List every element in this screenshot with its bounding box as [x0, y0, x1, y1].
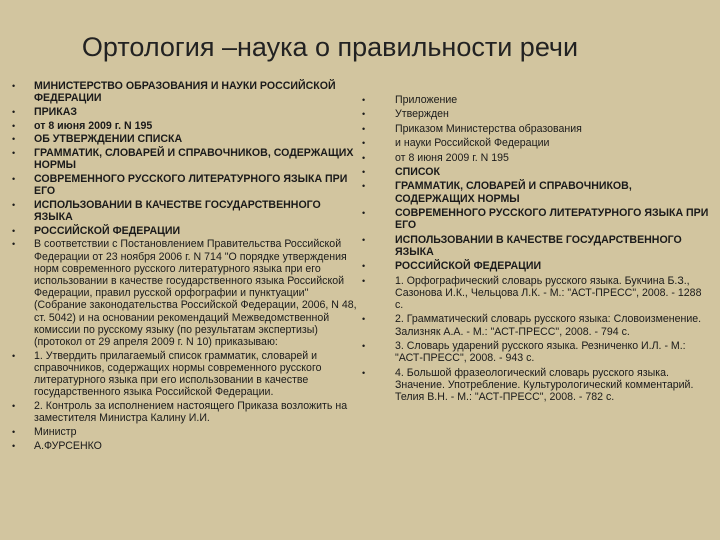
right-column-list [362, 94, 712, 405]
right-list-item-text: ИСПОЛЬЗОВАНИИ В КАЧЕСТВЕ ГОСУДАРСТВЕННОГО ЯЗЫКА [395, 233, 682, 258]
right-list-item-text: СПИСОК [395, 165, 440, 178]
right-list-item-text: от 8 июня 2009 г. N 195 [395, 151, 509, 164]
right-list-item-text: СОВРЕМЕННОГО РУССКОГО ЛИТЕРАТУРНОГО ЯЗЫКА ПРИ ЕГО [395, 206, 709, 232]
right-list-item [362, 180, 712, 204]
bullet-icon: • [362, 181, 366, 192]
left-column-list [12, 80, 362, 453]
right-list-item-text: РОССИЙСКОЙ ФЕДЕРАЦИИ [395, 260, 542, 273]
bullet-icon: • [362, 275, 366, 286]
left-list-item [12, 350, 362, 399]
bullet-icon: • [362, 123, 366, 134]
left-list-item-text: 1. Утвердить прилагаемый список грамматик, словарей и справочников, содержащих нормы современного русского литературного языка при его использовании в качестве государственного языка Российской Федерации. [34, 349, 322, 399]
bullet-icon: • [12, 426, 16, 437]
right-list-item [362, 275, 712, 312]
right-list-item [362, 123, 712, 135]
left-list-item [12, 199, 362, 223]
left-list-item [12, 147, 362, 171]
left-list-item-text: ОБ УТВЕРЖДЕНИИ СПИСКА [34, 133, 183, 146]
right-list-item-text: 2. Грамматический словарь русского языка: Словоизменение. Зализняк А.А. - М.: "АСТ-ПРЕСС", 2008. - 794 с. [395, 313, 702, 338]
left-list-item-text: В соответствии с Постановлением Правительства Российской Федерации от 23 ноября 2006 г. N 714 "О порядке утверждения норм современного русского литературного языка при его использовании в качестве государственного языка Российской Федерации, правил русской орфографии и пунктуации" (Собрание законодательства Российской Федерации, 2006, N 48, ст. 5042) и на основании рекомендаций Межведомственной комиссии по русскому языку (по результатам экспертизы) (протокол от 29 апреля 2009 г. N 10) приказываю: [34, 238, 357, 349]
right-list-item [362, 313, 712, 337]
left-list-item-text: от 8 июня 2009 г. N 195 [34, 119, 153, 132]
left-list-item-text: ГРАММАТИК, СЛОВАРЕЙ И СПРАВОЧНИКОВ, СОДЕРЖАЩИХ НОРМЫ [34, 147, 354, 172]
right-list-item [362, 207, 712, 231]
bullet-icon: • [12, 106, 16, 117]
right-list-item [362, 137, 712, 149]
right-list-item [362, 166, 712, 178]
right-list-item-text: Приложение [395, 94, 458, 106]
left-list-item [12, 238, 362, 348]
bullet-icon: • [362, 234, 366, 245]
bullet-icon: • [12, 350, 16, 361]
left-list-item-text: ПРИКАЗ [34, 105, 78, 118]
bullet-icon: • [362, 261, 366, 272]
right-list-item-text: ГРАММАТИК, СЛОВАРЕЙ И СПРАВОЧНИКОВ, СОДЕРЖАЩИХ НОРМЫ [395, 180, 632, 205]
bullet-icon: • [12, 81, 16, 91]
bullet-icon: • [12, 199, 16, 210]
left-list-item [12, 173, 362, 197]
right-list-item [362, 234, 712, 258]
left-list-item-text: А.ФУРСЕНКО [34, 439, 102, 452]
left-list-item-text: 2. Контроль за исполнением настоящего Приказа возложить на заместителя Министра Калину И.И. [34, 400, 348, 425]
bullet-icon: • [362, 138, 366, 149]
bullet-icon: • [12, 440, 16, 451]
right-list-item-text: 3. Словарь ударений русского языка. Резниченко И.Л. - М.: "АСТ-ПРЕСС", 2008. - 943 с. [395, 339, 686, 365]
right-list-item-text: и науки Российской Федерации [395, 137, 550, 150]
bullet-icon: • [362, 152, 366, 163]
bullet-icon: • [12, 120, 16, 131]
right-list-item-text: Приказом Министерства образования [395, 122, 582, 135]
right-list-item [362, 108, 712, 120]
bullet-icon: • [362, 314, 366, 325]
bullet-icon: • [362, 367, 366, 378]
slide-title: Ортология –наука о правильности речи [81, 32, 579, 62]
left-list-item [12, 440, 362, 452]
left-list-item [12, 225, 362, 237]
right-list-item [362, 340, 712, 364]
right-list-item-text: Утвержден [395, 108, 449, 121]
left-list-item [12, 106, 362, 118]
right-list-item [362, 94, 712, 106]
bullet-icon: • [12, 148, 16, 159]
right-list-item [362, 367, 712, 404]
bullet-icon: • [362, 207, 366, 218]
bullet-icon: • [12, 401, 16, 412]
bullet-icon: • [12, 225, 16, 236]
left-list-item [12, 426, 362, 438]
left-list-item-text: ИСПОЛЬЗОВАНИИ В КАЧЕСТВЕ ГОСУДАРСТВЕННОГО ЯЗЫКА [34, 198, 321, 224]
bullet-icon: • [362, 166, 366, 177]
bullet-icon: • [362, 109, 366, 120]
left-list-item-text: СОВРЕМЕННОГО РУССКОГО ЛИТЕРАТУРНОГО ЯЗЫКА ПРИ ЕГО [34, 172, 348, 198]
right-list-item-text: 4. Большой фразеологический словарь русского языка. Значение. Употребление. Культурологический комментарий. Телия В.Н. - М.: "АСТ-ПРЕСС", 2008. - 782 с. [395, 366, 694, 403]
bullet-icon: • [12, 173, 16, 184]
left-list-item [12, 80, 362, 104]
right-list-item [362, 152, 712, 164]
bullet-icon: • [362, 95, 366, 105]
left-list-item-text: Министр [34, 425, 77, 438]
left-list-item-text: РОССИЙСКОЙ ФЕДЕРАЦИИ [34, 224, 181, 237]
left-list-item [12, 120, 362, 132]
bullet-icon: • [12, 239, 16, 250]
right-list-item-text: 1. Орфографический словарь русского языка. Букчина Б.З., Сазонова И.К., Чельцова Л.К. - М.: "АСТ-ПРЕСС", 2008. - 1288 с. [395, 274, 702, 311]
bullet-icon: • [12, 134, 16, 145]
left-list-item [12, 400, 362, 424]
right-list-item [362, 260, 712, 272]
left-list-item [12, 133, 362, 145]
left-list-item-text: МИНИСТЕРСТВО ОБРАЗОВАНИЯ И НАУКИ РОССИЙСКОЙ ФЕДЕРАЦИИ [34, 80, 336, 105]
bullet-icon: • [362, 340, 366, 351]
